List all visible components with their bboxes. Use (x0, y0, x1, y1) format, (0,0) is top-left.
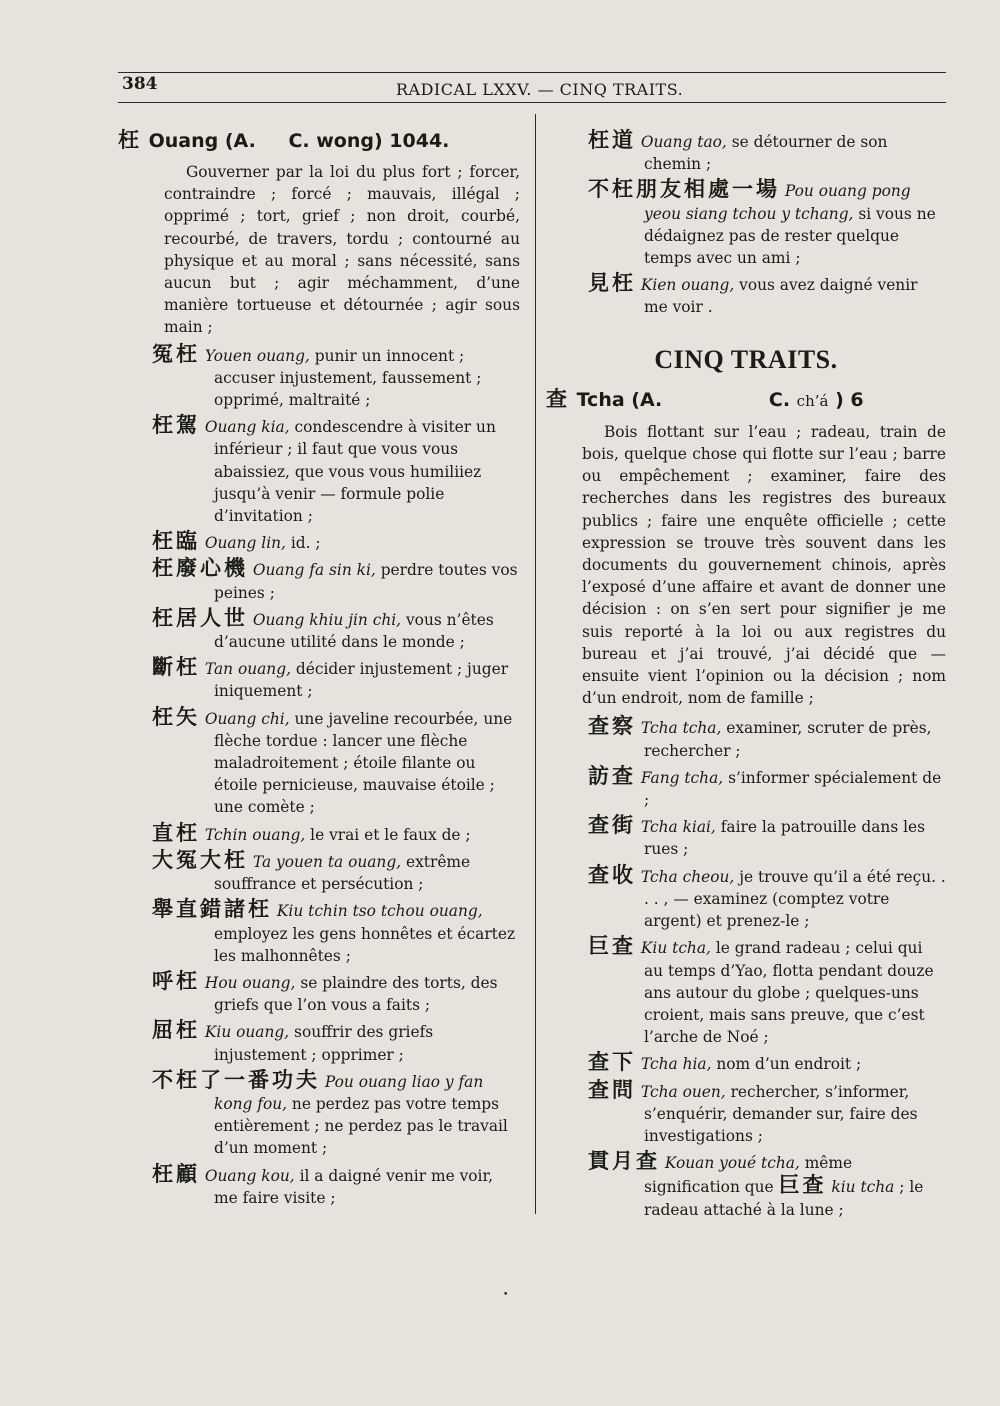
subentry-characters: 不枉朋友相處一場 (588, 177, 780, 202)
column-divider (535, 114, 536, 1214)
subentry-text: se plaindre des torts, des griefs que l’on vous a faits ; (214, 973, 498, 1015)
entry-definition: Bois flottant sur l’eau ; radeau, train de bois, quelque chose qui flotte sur l’eau ; barre ou empêchement ; examiner, faire des recherches dans les registres des bureaux publics ; faire une enquête officielle ; cette expression se trouve très souvent dans les documents du gouvernement chinois, après l’exposé d’une affaire et avant de donner une décision : on s’en sert pour signifier je me suis reporté à la loi ou aux registres du bureau et j’ai trouvé, j’ai décidé que — ensuite vient l’opinion ou la décision ; nom d’un endroit, nom de famille ; (582, 422, 946, 708)
subentry-romanization: Kiu tcha, (640, 939, 711, 958)
left-subentries (118, 343, 520, 1209)
subentry (118, 970, 520, 1016)
subentry-romanization: Fang tcha, (640, 768, 724, 787)
subentry-text: je trouve qu’il a été reçu. . . . , — examinez (comptez votre argent) et prenez-le ; (644, 867, 946, 931)
subentry-characters: 舉直錯諸枉 (152, 897, 272, 922)
section-title: CINQ TRAITS. (654, 344, 838, 374)
subentry-romanization: Ouang kou, (204, 1166, 295, 1185)
subentry-romanization: Pou ouang liao y fan kong fou, (214, 1072, 484, 1113)
running-title: RADICAL LXXV. — CINQ TRAITS. (396, 80, 684, 99)
subentry (118, 414, 520, 527)
entry-character: 查 (546, 386, 570, 411)
subentry-characters: 枉道 (588, 128, 636, 152)
subentry-romanization: Kouan youé tcha, (664, 1154, 800, 1173)
subentry-text: décider injustement ; juger iniquement ; (214, 660, 509, 701)
subentry-text: le vrai et le faux de ; (305, 825, 471, 844)
entry-heading-ouang (118, 126, 520, 155)
page-speck: • (503, 1290, 509, 1300)
subentry-text: même signification que (644, 1154, 853, 1197)
subentry-characters: 貫月查 (588, 1149, 660, 1174)
page-header (118, 72, 946, 106)
subentry-characters: 查收 (588, 862, 636, 887)
right-column (546, 126, 946, 1223)
subentry-characters: 查察 (588, 714, 636, 739)
subentry-romanization: Ouang tao, (640, 133, 727, 151)
subentry-characters: 枉矢 (152, 704, 200, 729)
subentry-romanization: Tcha hia, (640, 1055, 712, 1074)
subentry-characters: 冤枉 (152, 341, 200, 366)
page-number: 384 (122, 74, 158, 94)
subentry-romanization: Ouang fa sin ki, (252, 561, 376, 580)
subentry (118, 822, 520, 846)
subentry-romanization: Kien ouang, (640, 276, 735, 295)
header-rule-bottom (118, 102, 946, 103)
subentry (118, 530, 520, 554)
subentry (546, 864, 946, 933)
entry-definition: Gouverner par la loi du plus fort ; forcer, contraindre ; forcé ; mauvais, illégal ; opprimé ; tort, grief ; non droit, courbé, recourbé, de travers, tordu ; contourné au physique et au moral ; sans nécessité, sans aucun but ; agir méchamment, d’une manière tortueuse et détournée ; agir sous main ; (164, 163, 520, 337)
subentry-characters: 巨查 (588, 934, 636, 959)
subentry-text: vous avez daigné venir me voir . (644, 276, 918, 317)
subentry-text: ne perdez pas votre temps entièrement ; ne perdez pas le travail d’un moment ; (214, 1094, 508, 1158)
subentry (546, 1051, 946, 1075)
subentry-text: nom d’un endroit ; (711, 1055, 862, 1074)
subentry-characters: 枉居人世 (152, 605, 248, 630)
entry-cantonese-sound: ch’á (796, 391, 829, 410)
subentry (546, 814, 946, 860)
subentry-text: faire la patrouille dans les rues ; (644, 818, 926, 859)
subentry (118, 557, 520, 603)
subentry-characters: 訪查 (588, 763, 636, 788)
left-column (118, 126, 520, 1211)
subentry-text: si vous ne dédaignez pas de rester quelque temps avec un ami ; (644, 204, 936, 268)
subentry-text: souffrir des griefs injustement ; opprimer ; (214, 1023, 434, 1064)
subentry-romanization: Ouang lin, (204, 534, 286, 553)
subentry-romanization: Youen ouang, (204, 346, 310, 365)
subentry-characters: 直枉 (152, 820, 200, 845)
entry-romanization: Tcha (A. (576, 388, 663, 411)
subentry-romanization: Pou ouang pong yeou siang tchou y tchang, (644, 182, 911, 223)
subentry-text: id. ; (285, 534, 321, 553)
subentry-romanization: Tan ouang, (204, 660, 291, 679)
subentry (118, 706, 520, 819)
subentry-romanization: Ouang chi, (204, 709, 290, 728)
subentry-characters: 枉顧 (152, 1161, 200, 1186)
subentry-text: extrême souffrance et persécution ; (214, 852, 471, 894)
entry-number: 1044. (389, 130, 450, 152)
entry-number: ) 6 (835, 388, 864, 411)
subentry-text: le grand radeau ; celui qui au temps d’Yao, flotta pendant douze ans autour du globe ; quelques-uns croient, mais sans preuve, que c’est l’arche de Noé ; (644, 939, 934, 1047)
subentry-characters: 不枉了一番功夫 (152, 1067, 320, 1092)
subentry-characters: 查下 (588, 1050, 636, 1075)
subentry-romanization: Kiu ouang, (204, 1023, 290, 1042)
subentry-characters: 大冤大枉 (152, 847, 248, 872)
subentry-characters: 見枉 (588, 271, 636, 296)
subentry-text: vous n’êtes d’aucune utilité dans le monde ; (214, 610, 494, 652)
subentry (546, 765, 946, 811)
subentry (118, 1069, 520, 1160)
subentry-text: employez les gens honnêtes et écartez les malhonnêtes ; (214, 924, 516, 965)
subentry-inline-romanization: kiu tcha (826, 1178, 895, 1197)
entry-heading-tcha (546, 385, 946, 415)
subentry-romanization: Ta youen ta ouang, (252, 852, 402, 871)
subentry (118, 1019, 520, 1065)
subentry-text: rechercher, s’informer, s’enquérir, demander sur, faire des investigations ; (644, 1082, 918, 1145)
subentry-text: punir un innocent ; accuser injustement, faussement ; opprimé, maltraité ; (214, 346, 482, 410)
subentry-romanization: Ouang kia, (204, 418, 290, 437)
subentry-characters: 枉臨 (152, 529, 200, 554)
subentry (118, 849, 520, 895)
subentry-romanization: Tcha kiai, (640, 818, 716, 837)
subentry-romanization: Tcha tcha, (640, 719, 722, 738)
subentry-romanization: Ouang khiu jin chi, (252, 610, 402, 629)
subentry-characters: 查問 (588, 1077, 636, 1102)
subentry-romanization: Tchin ouang, (204, 825, 306, 844)
entry-character: 枉 (118, 128, 142, 152)
subentry-text: une javeline recourbée, une flèche tordue : lancer une flèche maladroitement ; étoile filante ou étoile pernicieuse, mauvaise étoile ; une comète ; (214, 709, 513, 817)
subentry (546, 715, 946, 761)
subentry (546, 129, 946, 175)
subentry-text: se détourner de son chemin ; (644, 133, 888, 174)
subentry (118, 607, 520, 653)
right-subentries (546, 715, 946, 1147)
subentry (118, 1163, 520, 1209)
subentry (546, 935, 946, 1048)
subentry-inline-characters: 巨查 (778, 1173, 827, 1198)
subentry-characters: 呼枉 (152, 968, 200, 993)
subentry-romanization: Tcha cheou, (640, 867, 735, 886)
subentry-text: il a daigné venir me voir, me faire visite ; (214, 1166, 494, 1207)
subentry-romanization: Kiu tchin tso tchou ouang, (276, 902, 483, 921)
subentry-characters: 枉廢心機 (152, 556, 248, 581)
subentry (118, 343, 520, 412)
subentry-text: examiner, scruter de près, rechercher ; (644, 719, 932, 760)
subentry (546, 178, 946, 269)
subentry (118, 898, 520, 967)
subentry-text-end: ; le radeau attaché à la lune ; (644, 1178, 924, 1219)
entry-cantonese: C. (768, 388, 791, 411)
subentry (546, 1150, 946, 1221)
header-rule-top (118, 72, 946, 73)
subentry (546, 272, 946, 318)
entry-romanization: Ouang (A. (148, 130, 256, 152)
subentry-text: perdre toutes vos peines ; (214, 561, 518, 602)
right-subentries-top (546, 129, 946, 319)
entry-cantonese: C. wong) (288, 130, 383, 152)
subentry-text: condescendre à visiter un inférieur ; il faut que vous vous abaissiez, que vous vous humiliiez jusqu’à venir — formule polie d’invitation ; (214, 418, 496, 526)
subentry-romanization: Tcha ouen, (640, 1082, 726, 1101)
subentry-text: s’informer spécialement de ; (644, 768, 942, 810)
subentry (118, 656, 520, 702)
subentry-characters: 查街 (588, 813, 636, 838)
subentry-characters: 斷枉 (152, 655, 200, 680)
subentry (546, 1079, 946, 1148)
subentry-characters: 枉駕 (152, 413, 200, 438)
subentry-romanization: Hou ouang, (204, 973, 296, 992)
subentry-characters: 屈枉 (152, 1018, 200, 1043)
